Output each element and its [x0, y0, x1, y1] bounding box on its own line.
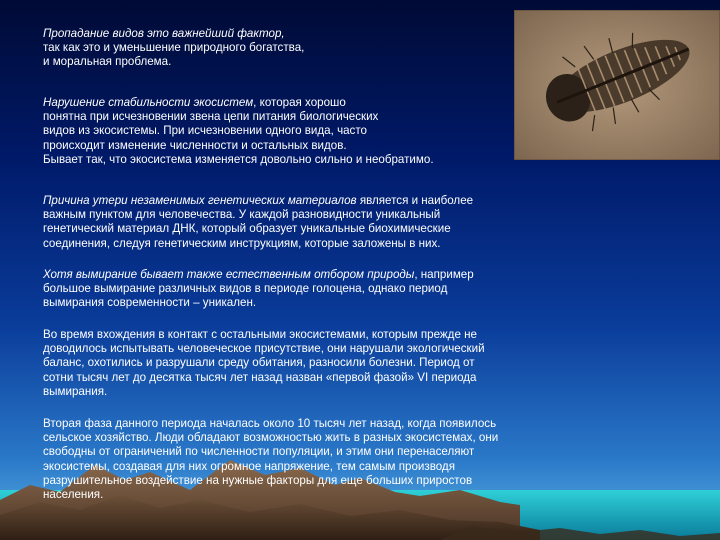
paragraph-5	[43, 328, 485, 399]
text-line: важным пунктом для человечества. У каждой разновидности уникальный	[43, 208, 441, 222]
paragraph-1	[43, 27, 304, 70]
text-line: населения.	[43, 488, 104, 502]
text-line: доводилось испытывать человеческое присутствие, они нарушали экологический	[43, 342, 485, 356]
text-line: видов из экосистемы. При исчезновении одного вида, часто	[43, 124, 367, 138]
text-line: Пропадание видов это важнейший фактор,	[43, 27, 285, 40]
text-line: Причина утери незаменимых генетических материалов является и наиболее	[43, 194, 474, 207]
text-line: так как это и уменьшение природного богатства,	[43, 41, 305, 55]
text-line: вымирания современности – уникален.	[43, 296, 257, 310]
text-line: большое вымирание различных видов в периоде голоцена, однако период	[43, 282, 448, 296]
text-line: Вторая фаза данного периода началась около 10 тысяч лет назад, когда появилось	[43, 417, 497, 430]
paragraph-3	[43, 194, 473, 251]
fossil-trilobite-image	[514, 10, 720, 160]
text-line: понятна при исчезновении звена цепи питания биологических	[43, 110, 379, 124]
text-line: экосистемы, создавая для них огромное напряжение, тем самым производя	[43, 459, 455, 473]
text-line: Нарушение стабильности экосистем, которая хорошо	[43, 96, 346, 109]
text-line: сельское хозяйство. Люди обладают возможностью жить в разных экосистемах, они	[43, 431, 499, 445]
text-line: Бывает так, что экосистема изменяется довольно сильно и необратимо.	[43, 152, 434, 166]
paragraph-4	[43, 268, 474, 311]
text-line: генетический материал ДНК, который образует уникальные биохимические	[43, 222, 451, 236]
text-line: сотни тысяч лет до десятка тысяч лет назад назван «первой фазой» VI периода	[43, 370, 477, 384]
text-line: Хотя вымирание бывает также естественным отбором природы, например	[43, 268, 474, 281]
text-line: Во время вхождения в контакт с остальными экосистемами, которым прежде не	[43, 328, 477, 341]
text-line: и моральная проблема.	[43, 55, 172, 69]
text-line: баланс, охотились и разрушали среду обитания, разносили болезни. Период от	[43, 356, 475, 370]
paragraph-2	[43, 96, 434, 167]
paragraph-6	[43, 417, 498, 502]
text-line: соединения, следуя генетическим инструкциям, которые заложены в них.	[43, 236, 441, 250]
text-line: свободны от ограничений по численности популяции, и этим они перенаселяют	[43, 445, 475, 459]
text-line: разрушительное воздействие на нужные факторы для еще больших приростов	[43, 473, 473, 487]
text-line: происходит изменение численности и остальных видов.	[43, 138, 347, 152]
text-line: вымирания.	[43, 384, 108, 398]
